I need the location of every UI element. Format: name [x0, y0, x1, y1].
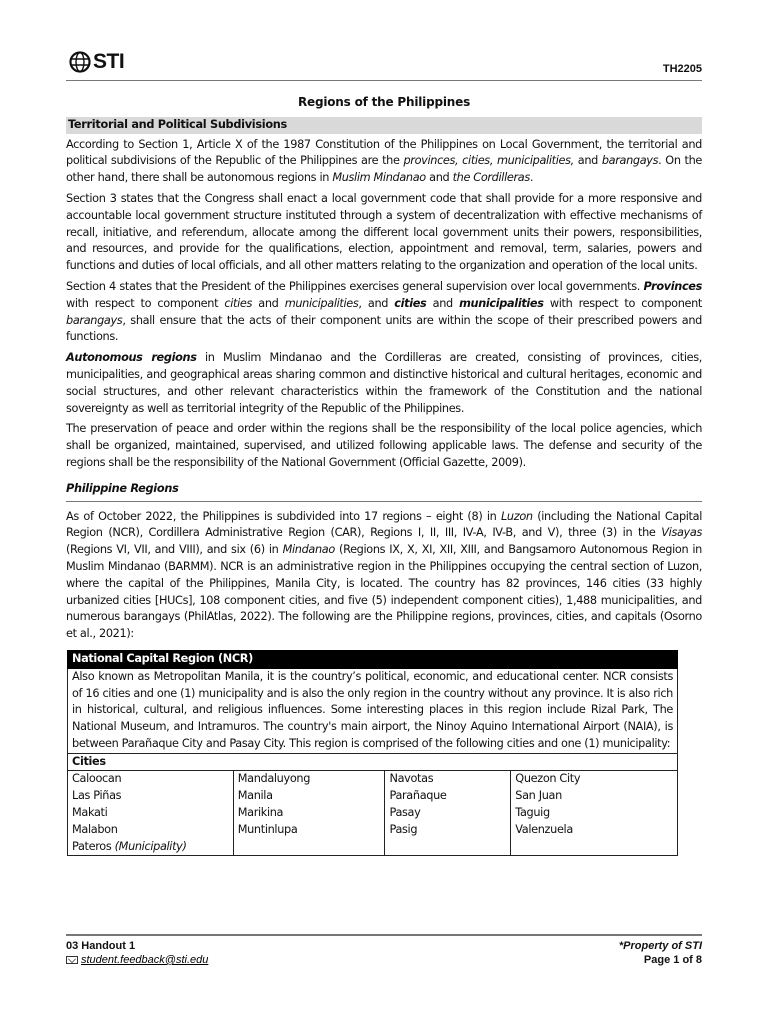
cities-column-1 [68, 771, 234, 856]
text-run: As of October 2022, the Philippines is subdivided into 17 regions – eight (8) in [66, 509, 501, 523]
city-name: Malabon [72, 822, 118, 836]
city-name: Taguig [515, 806, 550, 820]
cities-label-row [68, 753, 678, 771]
header-divider [66, 80, 702, 81]
text-run-italic: barangays [66, 313, 123, 327]
section-heading-philippine-regions: Philippine Regions [66, 481, 702, 502]
text-run-bold-italic: Autonomous regions [66, 351, 197, 365]
text-run: . [529, 171, 534, 185]
sti-logo [68, 50, 124, 74]
city-name: San Juan [515, 789, 562, 803]
text-run-bold-italic: Provinces [643, 279, 702, 293]
text-run-italic: Muslim Mindanao [332, 171, 426, 185]
property-label: *Property of STI [618, 940, 702, 952]
footer-right [619, 939, 702, 967]
city-name: Caloocan [72, 772, 122, 786]
city-name: Manila [237, 789, 273, 803]
text-run-italic: Mindanao [282, 543, 335, 557]
envelope-icon [66, 956, 78, 964]
city-name: Muntinlupa [237, 822, 298, 836]
document-code: TH2205 [662, 63, 702, 75]
city-name: Quezon City [515, 772, 581, 786]
cities-row [68, 771, 678, 856]
ncr-description-row [68, 668, 678, 753]
text-run: , shall ensure that the acts of their component units are within the scope of their prescribed powers and functions. [66, 313, 702, 344]
text-run-italic: Visayas [661, 526, 702, 540]
city-name: Makati [72, 806, 108, 820]
paragraph-peace-order: The preservation of peace and order within the regions shall be the responsibility of the local police agencies, which shall be organized, maintained, supervised, and utilized following applicable laws. The defense and security of the regions shall be the responsibility of the National Government (Official Gazette, 2009). [66, 422, 702, 469]
text-run: with respect to component [66, 296, 225, 310]
paragraph-section-3: Section 3 states that the Congress shall enact a local government code that shall provide for a more responsive and accountable local government structure instituted through a system of decentralization with effective mechanisms of recall, initiative, and referendum, allocate among the different local government units their powers, responsibilities, and resources, and provide for the qualifications, election, appointment and removal, term, salaries, powers and functions and duties of local officials, and all other matters relating to the organization and operation of the local units. [66, 191, 702, 273]
ncr-table-header: National Capital Region (NCR) [68, 650, 678, 668]
city-name: Pasay [389, 806, 421, 820]
ncr-description: Also known as Metropolitan Manila, it is the country’s political, economic, and educational center. NCR consists of 16 cities and one (1) municipality and is also the only region in the country without any province. It is also rich in historical, cultural, and religious influences. Some interesting places in this region include Rizal Park, The National Museum, and Intramuros. The country's main airport, the Ninoy Aquino International Airport (NAIA), is between Parañaque City and Pasay City. This region is comprised of the following cities and one (1) municipality: [68, 668, 678, 753]
text-run-italic: cities [224, 296, 253, 310]
text-run-bold-italic: cities [394, 296, 427, 310]
city-name: Mandaluyong [237, 772, 311, 786]
city-name: Valenzuela [515, 822, 573, 836]
cities-column-3 [385, 771, 511, 856]
text-run-italic: Luzon [500, 509, 533, 523]
municipality-name [72, 839, 229, 856]
ncr-table-header-row [68, 650, 678, 668]
text-run: and [425, 171, 453, 185]
footer-divider [66, 934, 702, 936]
handout-label: 03 Handout 1 [66, 940, 136, 952]
text-run: . On the other hand, there shall be autonomous regions in [66, 154, 702, 185]
text-run: (Regions IX, X, XI, XII, XIII, and Bangsamoro Autonomous Region in Muslim Mindanao (BARMM). NCR is an administrative region in the Philippines occupying the central section of Luzon, where the capital of the Philippines, Manila City, is located. The country has 82 provinces, 146 cities (33 highly urbanized cities [HUCs], 108 component cities, and five (5) independent component cities), 1,488 municipalities, and numerous barangays (PhilAtlas, 2022). The following are the Philippine regions, provinces, cities, and capitals (Osorno et al., 2021): [66, 543, 702, 641]
text-run-italic: provinces, cities, municipalities, [403, 154, 574, 168]
text-run: Section 4 states that the President of the Philippines exercises general supervision over local governments. [66, 279, 644, 293]
text-run-italic: municipalities [284, 296, 359, 310]
text-run: (Regions VI, VII, and VIII), and six (6) in [66, 543, 283, 557]
text-run: , and [358, 296, 395, 310]
city-name: Parañaque [389, 789, 447, 803]
text-run-italic: barangays [601, 154, 659, 168]
city-name: Pasig [389, 822, 418, 836]
text-run: (including the National Capital Region (NCR), Cordillera Administrative Region (CAR), Regions I, II, III, IV-A, IV-B, and V), three (3) in the [66, 509, 702, 540]
paragraph-section-4 [66, 279, 702, 346]
feedback-email-link[interactable]: student.feedback@sti.edu [81, 954, 209, 966]
paragraph-autonomous-regions [66, 350, 702, 417]
document-body [66, 94, 702, 856]
cities-label: Cities [68, 753, 678, 771]
city-name: Las Piñas [72, 789, 122, 803]
ncr-table [67, 650, 678, 857]
text-run: and [573, 154, 602, 168]
paragraph-section-1 [66, 137, 702, 187]
city-name: Navotas [389, 772, 434, 786]
cities-column-4 [511, 771, 678, 856]
cities-column-2 [233, 771, 385, 856]
section-heading-territorial: Territorial and Political Subdivisions [66, 117, 702, 134]
text-run: with respect to component [543, 296, 703, 310]
page-number: Page 1 of 8 [643, 954, 702, 966]
page-title: Regions of the Philippines [297, 95, 471, 109]
text-run: and [426, 296, 460, 310]
text-run-bold-italic: municipalities [459, 296, 544, 310]
municipality-note: (Municipality) [114, 839, 187, 853]
municipality-label: Pateros [72, 839, 112, 853]
text-run: in Muslim Mindanao and the Cordilleras are created, consisting of provinces, cities, municipalities, and geographical areas sharing common and distinctive historical and cultural heritages, economic and social structures, and other relevant characteristics within the framework of the Constitution and the national sovereignty as well as territorial integrity of the Republic of the Philippines. [66, 351, 702, 415]
text-run-italic: the Cordilleras [452, 171, 530, 185]
feedback-contact [66, 953, 208, 967]
city-name: Marikina [237, 806, 284, 820]
globe-logo-icon [68, 51, 92, 73]
text-run: and [252, 296, 285, 310]
paragraph-regions-overview [66, 509, 702, 643]
logo-text: STI [93, 50, 125, 73]
footer-left [66, 939, 208, 967]
text-run: According to Section 1, Article X of the 1987 Constitution of the Philippines on Local Government, the territorial and political subdivisions of the Republic of the Philippines are the [66, 137, 702, 168]
